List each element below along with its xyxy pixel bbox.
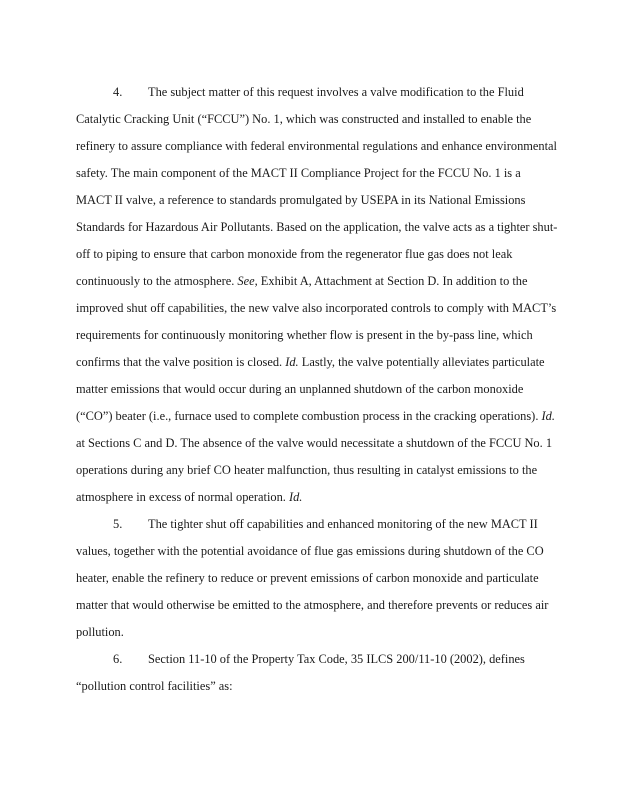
paragraph-line: Section 11-10 of the Property Tax Code, 35 ILCS 200/11-10 (2002), defines [148,652,525,666]
text-run: Lastly, the valve potentially alleviates particulate [298,355,545,369]
text-run: (“CO”) beater (i.e., furnace used to complete combustion process in the cracking operations). [76,409,542,423]
citation-signal: Id. [541,409,555,423]
citation-signal: See, [237,274,258,288]
citation-signal: Id. [285,355,299,369]
paragraph-line: at Sections C and D. The absence of the valve would necessitate a shutdown of the FCCU No. 1 [76,436,553,450]
paragraph-line: “pollution control facilities” as: [76,679,233,693]
text-run: Exhibit A, Attachment at Section D. In addition to the [257,274,528,288]
paragraph-line: matter that would otherwise be emitted to the atmosphere, and therefore prevents or reduces air [76,598,549,612]
paragraph-line: matter emissions that would occur during an unplanned shutdown of the carbon monoxide [76,382,524,396]
paragraph-line: refinery to assure compliance with federal environmental regulations and enhance environmental [76,139,557,153]
paragraph-line: Catalytic Cracking Unit (“FCCU”) No. 1, which was constructed and installed to enable the [76,112,532,126]
paragraph-line: heater, enable the refinery to reduce or prevent emissions of carbon monoxide and particulate [76,571,539,585]
paragraph-line: requirements for continuously monitoring whether flow is present in the by-pass line, which [76,328,533,342]
text-run: atmosphere in excess of normal operation. [76,490,289,504]
paragraph-line: operations during any brief CO heater malfunction, thus resulting in catalyst emissions to the [76,463,538,477]
paragraph-line: pollution. [76,625,124,639]
paragraph-line: values, together with the potential avoidance of flue gas emissions during shutdown of the CO [76,544,544,558]
paragraph-line: safety. The main component of the MACT II Compliance Project for the FCCU No. 1 is a [76,166,521,180]
text-run: confirms that the valve position is closed. [76,355,286,369]
paragraph-line: MACT II valve, a reference to standards promulgated by USEPA in its National Emissions [76,193,526,207]
paragraph-line: The subject matter of this request involves a valve modification to the Fluid [148,85,524,99]
paragraph-line [76,273,546,289]
paragraph-line: The tighter shut off capabilities and enhanced monitoring of the new MACT II [148,517,538,531]
paragraph-number: 6. [113,652,123,666]
paragraph-line [76,408,555,424]
paragraph-line: improved shut off capabilities, the new valve also incorporated controls to comply with MACT’s [76,301,557,315]
text-run: continuously to the atmosphere. [76,274,238,288]
paragraph-line: Standards for Hazardous Air Pollutants. Based on the application, the valve acts as a tighter shut- [76,220,558,234]
paragraph-line [76,354,546,370]
paragraph-line [76,489,546,505]
citation-signal: Id. [288,490,303,504]
paragraph-number: 5. [113,517,123,531]
paragraph-number: 4. [113,85,123,99]
paragraph-line: off to piping to ensure that carbon monoxide from the regenerator flue gas does not leak [76,247,513,261]
